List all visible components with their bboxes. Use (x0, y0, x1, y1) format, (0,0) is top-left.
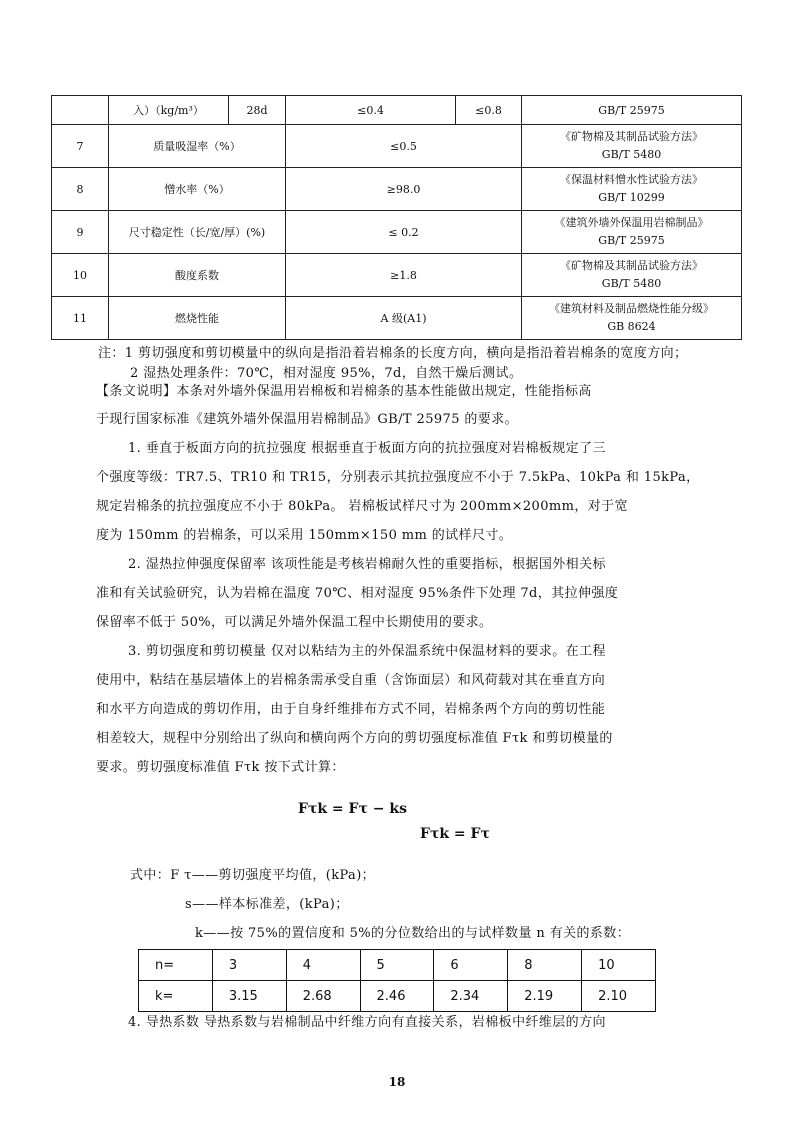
body-line: 2. 湿热拉伸强度保留率 该项性能是考核岩棉耐久性的重要指标，根据国外相关标 (128, 557, 606, 572)
spec-cell-no: 11 (52, 297, 109, 340)
k-table-cell: 4 (286, 950, 360, 981)
k-table-label: n= (139, 950, 213, 981)
spec-cell-value: ≤0.5 (286, 125, 522, 168)
k-table-cell: 5 (360, 950, 434, 981)
spec-row (52, 211, 742, 254)
spec-cell-standard (522, 125, 742, 168)
body-line: 相差较大，规程中分别给出了纵向和横向两个方向的剪切强度标准值 Fτk 和剪切模量的 (96, 731, 613, 746)
k-coefficient-table (138, 949, 656, 1012)
spec-row (52, 125, 742, 168)
formula-shear-strength: Fτk = Fτ − ks (298, 801, 407, 817)
body-line: 规定岩棉条的抗拉强度应不小于 80kPa。 岩棉板试样尺寸为 200mm×200mm，对于宽 (96, 499, 628, 514)
table-note-2: 2 湿热处理条件：70℃，相对湿度 95%，7d，自然干燥后测试。 (130, 366, 523, 381)
spec-cell-standard: GB/T 25975 (522, 96, 742, 125)
k-table-row-n (139, 950, 656, 981)
k-table-cell: 2.10 (582, 981, 656, 1012)
spec-cell-condition: 28d (229, 96, 286, 125)
spec-row (52, 297, 742, 340)
table-note-1: 注：1 剪切强度和剪切模量中的纵向是指沿着岩棉条的长度方向，横向是指沿着岩棉条的宽度方向； (98, 346, 688, 361)
std-code: GB/T 25975 (598, 234, 665, 247)
spec-cell-no: 9 (52, 211, 109, 254)
spec-cell-standard (522, 211, 742, 254)
spec-cell-value: ≥1.8 (286, 254, 522, 297)
spec-cell-value-b: ≤0.8 (456, 96, 522, 125)
spec-cell-standard (522, 254, 742, 297)
body-line: 3. 剪切强度和剪切模量 仅对以粘结为主的外保温系统中保温材料的要求。在工程 (128, 644, 606, 659)
spec-cell-standard (522, 168, 742, 211)
spec-table (51, 95, 742, 340)
k-table-cell: 3 (212, 950, 286, 981)
body-line: 4. 导热系数 导热系数与岩棉制品中纤维方向有直接关系，岩棉板中纤维层的方向 (128, 1015, 606, 1030)
spec-cell-property: 质量吸湿率（%） (109, 125, 286, 168)
spec-row (52, 168, 742, 211)
body-line: 于现行国家标准《建筑外墙外保温用岩棉制品》GB/T 25975 的要求。 (96, 412, 519, 427)
definition-line: k——按 75%的置信度和 5%的分位数给出的与试样数量 n 有关的系数： (195, 926, 631, 941)
body-line: 和水平方向造成的剪切作用，由于自身纤维排布方式不同，岩棉条两个方向的剪切性能 (96, 702, 606, 717)
k-table-cell: 2.46 (360, 981, 434, 1012)
body-line: 个强度等级：TR7.5、TR10 和 TR15，分别表示其抗拉强度应不小于 7.5kPa、10kPa 和 15kPa， (96, 470, 700, 485)
body-line: 【条文说明】本条对外墙外保温用岩棉板和岩棉条的基本性能做出规定，性能指标高 (96, 384, 592, 399)
k-table-cell: 6 (434, 950, 508, 981)
body-line: 准和有关试验研究，认为岩棉在温度 70℃、相对湿度 95%条件下处理 7d，其拉伸强度 (96, 586, 619, 601)
k-table-cell: 10 (582, 950, 656, 981)
spec-cell-property: 酸度系数 (109, 254, 286, 297)
std-title: 《建筑外墙外保温用岩棉制品》 (554, 216, 709, 229)
std-title: 《建筑材料及制品燃烧性能分级》 (549, 302, 714, 315)
std-title: 《保温材料憎水性试验方法》 (560, 173, 703, 186)
std-title: 《矿物棉及其制品试验方法》 (560, 130, 703, 143)
spec-cell-value: A 级(A1) (286, 297, 522, 340)
spec-row-continued (52, 96, 742, 125)
spec-cell-property: 尺寸稳定性（长/宽/厚）(%) (109, 211, 286, 254)
std-title: 《矿物棉及其制品试验方法》 (560, 259, 703, 272)
spec-cell-no: 7 (52, 125, 109, 168)
spec-cell-no: 10 (52, 254, 109, 297)
spec-cell-no: 8 (52, 168, 109, 211)
definition-line: s——样本标准差，(kPa)； (185, 897, 349, 912)
spec-cell-property: 憎水率（%） (109, 168, 286, 211)
spec-cell-property: 入）（kg/m³） (109, 96, 229, 125)
spec-cell-value: ≤ 0.2 (286, 211, 522, 254)
body-line: 1. 垂直于板面方向的抗拉强度 根据垂直于板面方向的抗拉强度对岩棉板规定了三 (128, 441, 606, 456)
definition-line: 式中：F τ——剪切强度平均值，(kPa)； (130, 868, 376, 883)
formula-shear-strength-simplified: Fτk = Fτ (420, 826, 490, 842)
k-table-label: k= (139, 981, 213, 1012)
std-code: GB 8624 (607, 320, 656, 333)
body-line: 度为 150mm 的岩棉条，可以采用 150mm×150 mm 的试样尺寸。 (96, 528, 513, 543)
spec-row (52, 254, 742, 297)
k-table-cell: 2.19 (508, 981, 582, 1012)
k-table-cell: 2.68 (286, 981, 360, 1012)
body-line: 使用中，粘结在基层墙体上的岩棉条需承受自重（含饰面层）和风荷载对其在垂直方向 (96, 673, 606, 688)
std-code: GB/T 5480 (601, 148, 662, 161)
spec-cell-value: ≥98.0 (286, 168, 522, 211)
spec-cell-value-a: ≤0.4 (286, 96, 456, 125)
body-line: 要求。剪切强度标准值 Fτk 按下式计算： (96, 760, 345, 775)
k-table-row-k (139, 981, 656, 1012)
spec-cell-standard (522, 297, 742, 340)
body-line: 保留率不低于 50%，可以满足外墙外保温工程中长期使用的要求。 (96, 615, 493, 630)
k-table-cell: 2.34 (434, 981, 508, 1012)
spec-cell-no (52, 96, 109, 125)
spec-cell-property: 燃烧性能 (109, 297, 286, 340)
k-table-cell: 8 (508, 950, 582, 981)
k-table-cell: 3.15 (212, 981, 286, 1012)
std-code: GB/T 10299 (598, 191, 665, 204)
page-number: 18 (388, 1075, 406, 1089)
std-code: GB/T 5480 (601, 277, 662, 290)
